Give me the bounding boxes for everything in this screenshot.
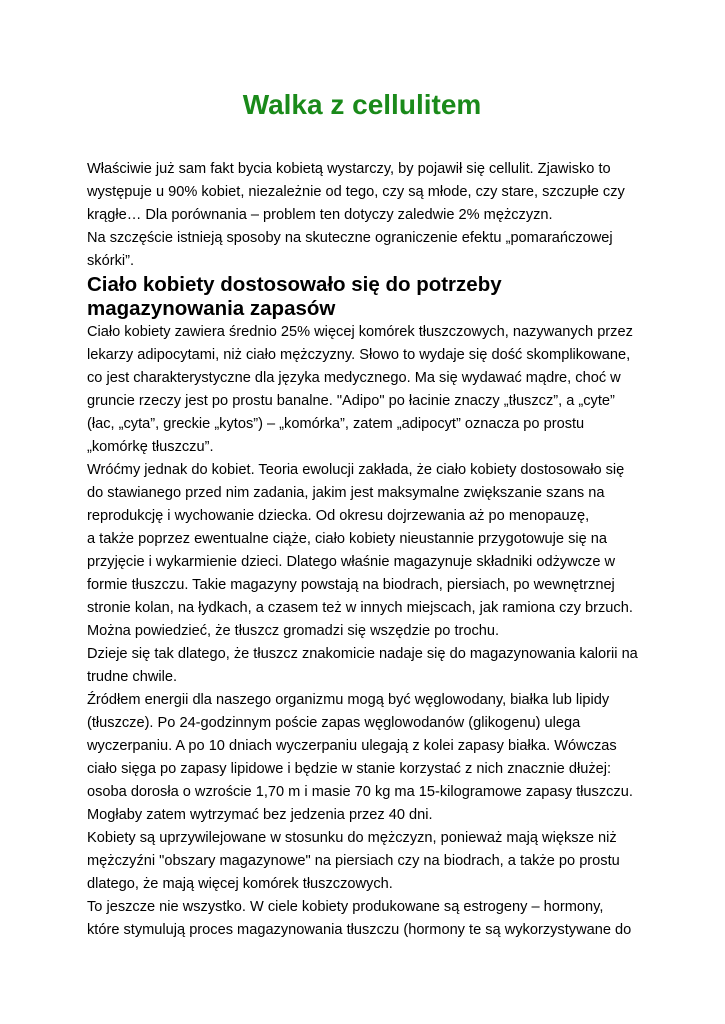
text-line: gruncie rzeczy jest po prostu banalne. "Adipo" po łacinie znaczy „tłuszcz”, a „cyte” <box>87 393 615 409</box>
text-line: które stymulują proces magazynowania tłuszczu (hormony te są wykorzystywane do <box>87 922 632 938</box>
text-line: Na szczęście istnieją sposoby na skuteczne ograniczenie efektu „pomarańczowej <box>87 230 613 246</box>
text-line: To jeszcze nie wszystko. W ciele kobiety produkowane są estrogeny – hormony, <box>87 899 604 915</box>
text-line: Kobiety są uprzywilejowane w stosunku do mężczyzn, ponieważ mają większe niż <box>87 830 617 846</box>
page-title: Walka z cellulitem <box>242 89 482 120</box>
text-line: Właściwie już sam fakt bycia kobietą wystarczy, by pojawił się cellulit. Zjawisko to <box>87 161 611 177</box>
text-line: krągłe… Dla porównania – problem ten dotyczy zaledwie 2% mężczyzn. <box>87 207 553 223</box>
text-line: a także poprzez ewentualne ciąże, ciało kobiety nieustannie przygotowuje się na <box>87 531 608 547</box>
text-line: „komórkę tłuszczu”. <box>87 439 214 455</box>
intro-paragraph <box>87 158 637 273</box>
text-line: skórki”. <box>87 253 135 269</box>
text-line: występuje u 90% kobiet, niezależnie od tego, czy są młode, czy stare, szczupłe czy <box>87 184 625 200</box>
text-line: Dzieje się tak dlatego, że tłuszcz znakomicie nadaje się do magazynowania kalorii na <box>87 646 638 662</box>
text-line: lekarzy adipocytami, niż ciało mężczyzny. Słowo to wydaje się dość skomplikowane, <box>87 347 631 363</box>
text-line: (tłuszcze). Po 24-godzinnym poście zapas węglowodanów (glikogenu) ulega <box>87 715 581 731</box>
text-line: ciało sięga po zapasy lipidowe i będzie w stanie korzystać z nich znacznie dłużej: <box>87 761 612 777</box>
section-body <box>87 321 637 942</box>
text-line: wyczerpaniu. A po 10 dniach wyczerpaniu ulegają z kolei zapasy białka. Wówczas <box>87 738 617 754</box>
text-line: reprodukcję i wychowanie dziecka. Od okresu dojrzewania aż po menopauzę, <box>87 508 590 524</box>
text-line: trudne chwile. <box>87 669 178 685</box>
text-line: dlatego, że mają więcej komórek tłuszczowych. <box>87 876 393 892</box>
text-line: do stawianego przed nim zadania, jakim jest maksymalne zwiększanie szans na <box>87 485 605 501</box>
text-line: stronie kolan, na łydkach, a czasem też w innych miejscach, jak ramiona czy brzuch. <box>87 600 633 616</box>
text-line: przyjęcie i wykarmienie dzieci. Dlatego właśnie magazynuje składniki odżywcze w <box>87 554 616 570</box>
section-heading-line: magazynowania zapasów <box>87 297 336 320</box>
text-line: Ciało kobiety zawiera średnio 25% więcej komórek tłuszczowych, nazywanych przez <box>87 324 633 340</box>
text-line: osoba dorosła o wzroście 1,70 m i masie 70 kg ma 15-kilogramowe zapasy tłuszczu. <box>87 784 633 800</box>
section-heading <box>87 273 637 321</box>
text-line: mężczyźni "obszary magazynowe" na piersiach czy na biodrach, a także po prostu <box>87 853 620 869</box>
text-line: Mogłaby zatem wytrzymać bez jedzenia przez 40 dni. <box>87 807 433 823</box>
text-line: Wróćmy jednak do kobiet. Teoria ewolucji zakłada, że ciało kobiety dostosowało się <box>87 462 625 478</box>
text-line: Źródłem energii dla naszego organizmu mogą być węglowodany, białka lub lipidy <box>87 692 610 708</box>
text-line: (łac, „cyta”, greckie „kytos”) – „komórka”, zatem „adipocyt” oznacza po prostu <box>87 416 585 432</box>
text-line: co jest charakterystyczne dla języka medycznego. Ma się wydawać mądre, choć w <box>87 370 621 386</box>
section-heading-line: Ciało kobiety dostosowało się do potrzeby <box>87 273 502 296</box>
text-line: formie tłuszczu. Takie magazyny powstają na biodrach, piersiach, po wewnętrznej <box>87 577 615 593</box>
text-line: Można powiedzieć, że tłuszcz gromadzi się wszędzie po trochu. <box>87 623 500 639</box>
